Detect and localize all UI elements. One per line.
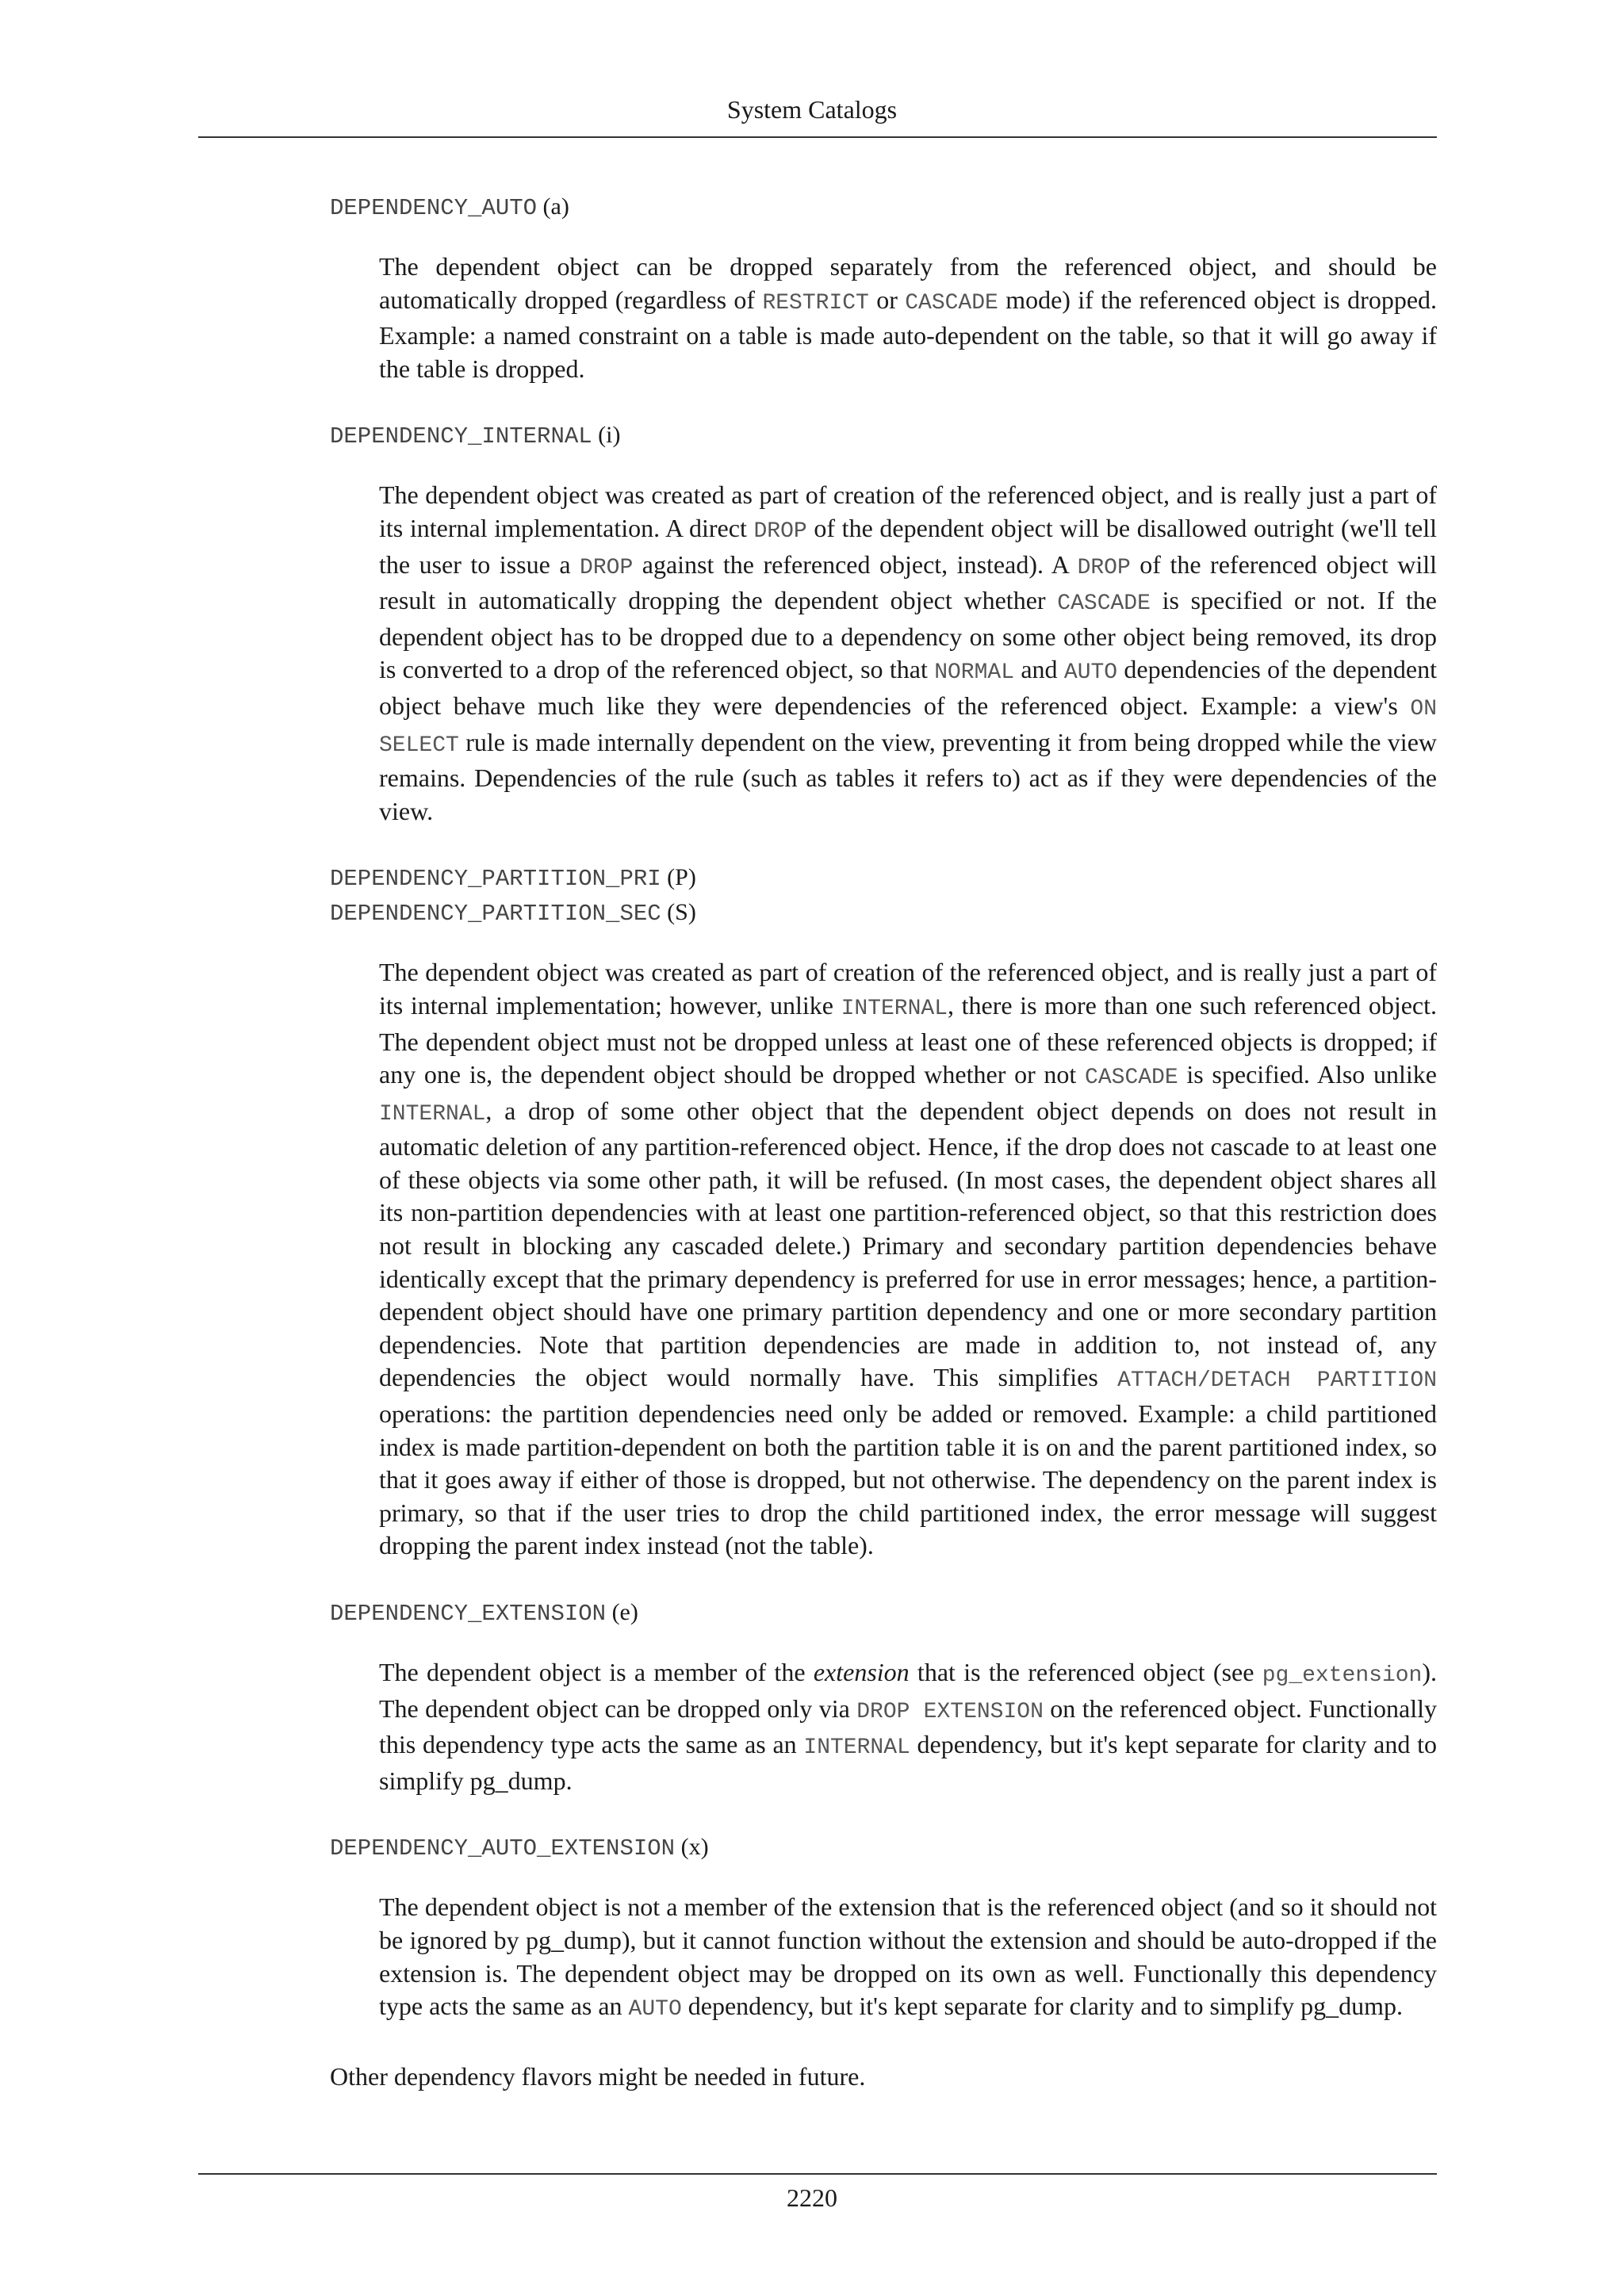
text-run: The dependent object is not a member of the extension that is the referenced object (and so it should not be ignored by pg_dump), but it cannot function without the extension and should be auto-dropped if the extension is. The dependent object may be dropped on its own as well. Functionally this dependency type acts the same as an (379, 1892, 1437, 2021)
dependency-term (330, 190, 1437, 225)
inline-code: ATTACH/DETACH PARTITION (1117, 1368, 1437, 1394)
term-code: DEPENDENCY_AUTO (330, 195, 538, 221)
dependency-term (330, 861, 1437, 896)
dependency-description (379, 1656, 1437, 1797)
dependency-type-list (330, 190, 1437, 2026)
text-run: dependencies of the dependent object behave much like they were dependencies of the referenced object. Example: a view's (379, 655, 1438, 720)
text-run: that is the referenced object (see (909, 1658, 1262, 1686)
inline-code: ON SELECT (379, 696, 1437, 758)
text-run: or (868, 285, 906, 314)
text-run: on the referenced object. Functionally this dependency type acts the same as an (379, 1693, 1438, 1759)
text-run: rule is made internally dependent on the view, preventing it from being dropped while the view remains. Dependencies of the rule (such as tables it refers to) act as if they were dependencies of the view. (379, 727, 1437, 825)
text-run: , a drop of some other object that the dependent object depends on does not result in automatic deletion of any partition-referenced object. Hence, if the drop does not cascade to at least one of these objects via some other path, it will be refused. (In most cases, the dependent object shares all its non-partition dependencies with at least one partition-referenced object, so that this restriction does not result in blocking any cascaded delete.) Primary and secondary partition dependencies behave identically except that the primary dependency is preferred for use in error messages; hence, a partition-dependent object should have one primary partition dependency and one or more secondary partition dependencies. Note that partition dependencies are made in addition to, not instead of, any dependencies the object would normally have. This simplifies (379, 1096, 1437, 1392)
text-run: The dependent object is a member of the (379, 1658, 814, 1686)
term-code: DEPENDENCY_PARTITION_SEC (330, 901, 661, 928)
text-run: operations: the partition dependencies need only be added or removed. Example: a child partitioned index is made partition-dependent on both the partition table it is on and the parent partitioned index, so that it goes away if either of those is dropped, but not otherwise. The dependency on the parent index is primary, so that if the user tries to drop the child partitioned index, the error message will suggest dropping the parent index instead (not the table). (379, 1399, 1437, 1560)
text-run: mode) if the referenced object is dropped. Example: a named constraint on a table is made auto-dependent on the table, so that it will go away if the table is dropped. (379, 285, 1438, 383)
inline-code: INTERNAL (841, 996, 948, 1021)
closing-paragraph: Other dependency flavors might be needed in future. (330, 2061, 866, 2091)
term-suffix: (e) (606, 1599, 638, 1625)
inline-code: DROP EXTENSION (856, 1699, 1044, 1724)
text-run: and (1014, 655, 1064, 684)
dependency-term (330, 419, 1437, 453)
term-suffix: (a) (537, 193, 569, 220)
dependency-term (330, 896, 1437, 931)
footer-rule (198, 2173, 1437, 2175)
dependency-term (330, 1831, 1437, 1866)
inline-code: DROP (753, 519, 807, 544)
text-run: dependency, but it's kept separate for clarity and to simplify pg_dump. (379, 1730, 1438, 1795)
inline-code: AUTO (628, 1997, 682, 2022)
text-run: against the referenced object, instead). A (633, 549, 1078, 579)
emphasis: extension (813, 1658, 910, 1686)
term-suffix: (i) (592, 422, 621, 449)
inline-code: CASCADE (1085, 1066, 1178, 1091)
running-header: System Catalogs (726, 95, 898, 124)
inline-code: INTERNAL (803, 1735, 910, 1761)
term-suffix: (P) (661, 864, 696, 891)
page-number: 2220 (787, 2183, 837, 2212)
dependency-description (379, 1891, 1437, 2026)
inline-code: DROP (580, 555, 634, 580)
inline-code: pg_extension (1262, 1663, 1423, 1688)
inline-code: CASCADE (1057, 591, 1151, 617)
inline-code: CASCADE (905, 290, 998, 316)
dependency-term (330, 1596, 1437, 1631)
text-run: The dependent object was created as part of creation of the referenced object, and is really just a part of its internal implementation. A direct (379, 480, 1437, 542)
document-body (330, 190, 1437, 2093)
term-suffix: (x) (675, 1834, 709, 1861)
term-code: DEPENDENCY_INTERNAL (330, 423, 592, 450)
text-run: of the referenced object will result in automatically dropping the dependent object whether (379, 549, 1438, 615)
text-run: ). The dependent object can be dropped only via (379, 1658, 1438, 1723)
term-code: DEPENDENCY_PARTITION_PRI (330, 866, 661, 893)
inline-code: NORMAL (934, 660, 1015, 686)
inline-code: RESTRICT (762, 290, 869, 316)
term-code: DEPENDENCY_AUTO_EXTENSION (330, 1835, 676, 1862)
term-suffix: (S) (661, 899, 696, 926)
text-run: is specified or not. If the dependent object has to be dropped due to a dependency on some other object being removed, its drop is converted to a drop of the referenced object, so that (379, 586, 1438, 684)
text-run: of the dependent object will be disallowed outright (we'll tell the user to issue a (379, 513, 1438, 579)
text-run: The dependent object can be dropped separately from the referenced object, and should be automatically dropped (regardless of (379, 252, 1437, 314)
text-run: The dependent object was created as part of creation of the referenced object, and is really just a part of its internal implementation; however, unlike (379, 958, 1437, 1020)
term-code: DEPENDENCY_EXTENSION (330, 1601, 607, 1627)
dependency-description (379, 251, 1437, 385)
text-run: , there is more than one such referenced object. The dependent object must not be dropped unless at least one of these referenced objects is dropped; if any one is, the dependent object should be dropped whether or not (379, 990, 1438, 1089)
dependency-description (379, 956, 1437, 1563)
inline-code: INTERNAL (379, 1101, 486, 1127)
text-run: is specified. Also unlike (1178, 1060, 1437, 1089)
dependency-description (379, 479, 1437, 828)
header-rule (198, 136, 1437, 138)
inline-code: DROP (1077, 555, 1131, 580)
inline-code: AUTO (1063, 660, 1118, 686)
text-run: dependency, but it's kept separate for clarity and to simplify pg_dump. (681, 1992, 1403, 2021)
